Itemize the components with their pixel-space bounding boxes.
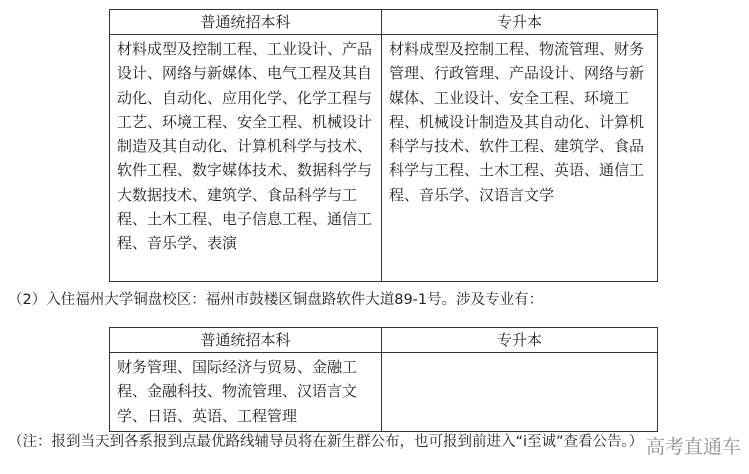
campus-address-line: （2）入住福州大学铜盘校区：福州市鼓楼区铜盘路软件大道89-1号。涉及专业有： [8,292,544,308]
registration-note: （注：报到当天到各系报到点最优路线辅导员将在新生群公布，也可报到前进入“i至诚”查看公告。） [8,434,644,450]
header-regular-undergrad: 普通统招本科 [110,10,382,35]
cell-regular-majors: 材料成型及控制工程、工业设计、产品设计、网络与新媒体、电气工程及其自动化、自动化、应用化学、化学工程与工艺、环境工程、安全工程、机械设计制造及其自动化、计算机科学与技术、软件工程、数字媒体技术、数据科学与大数据技术、建筑学、食品科学与工程、土木工程、电子信息工程、通信工程、音乐学、表演 [110,35,382,282]
header-regular-undergrad: 普通统招本科 [110,328,382,353]
cell-upgrade-majors: 材料成型及控制工程、物流管理、财务管理、行政管理、产品设计、网络与新媒体、工业设计、安全工程、环境工程、机械设计制造及其自动化、计算机科学与技术、软件工程、建筑学、食品科学与工程、土木工程、英语、通信工程、音乐学、汉语言文学 [382,35,658,282]
header-upgrade-undergrad: 专升本 [382,10,658,35]
cell-regular-majors: 财务管理、国际经济与贸易、金融工程、金融科技、物流管理、汉语言文学、日语、英语、工程管理 [110,353,382,432]
cell-upgrade-majors [382,353,658,432]
header-upgrade-undergrad: 专升本 [382,328,658,353]
watermark: 高考直通车 [645,436,741,458]
majors-table-tongpan-campus [109,327,658,432]
majors-table-campus-1 [109,9,658,282]
